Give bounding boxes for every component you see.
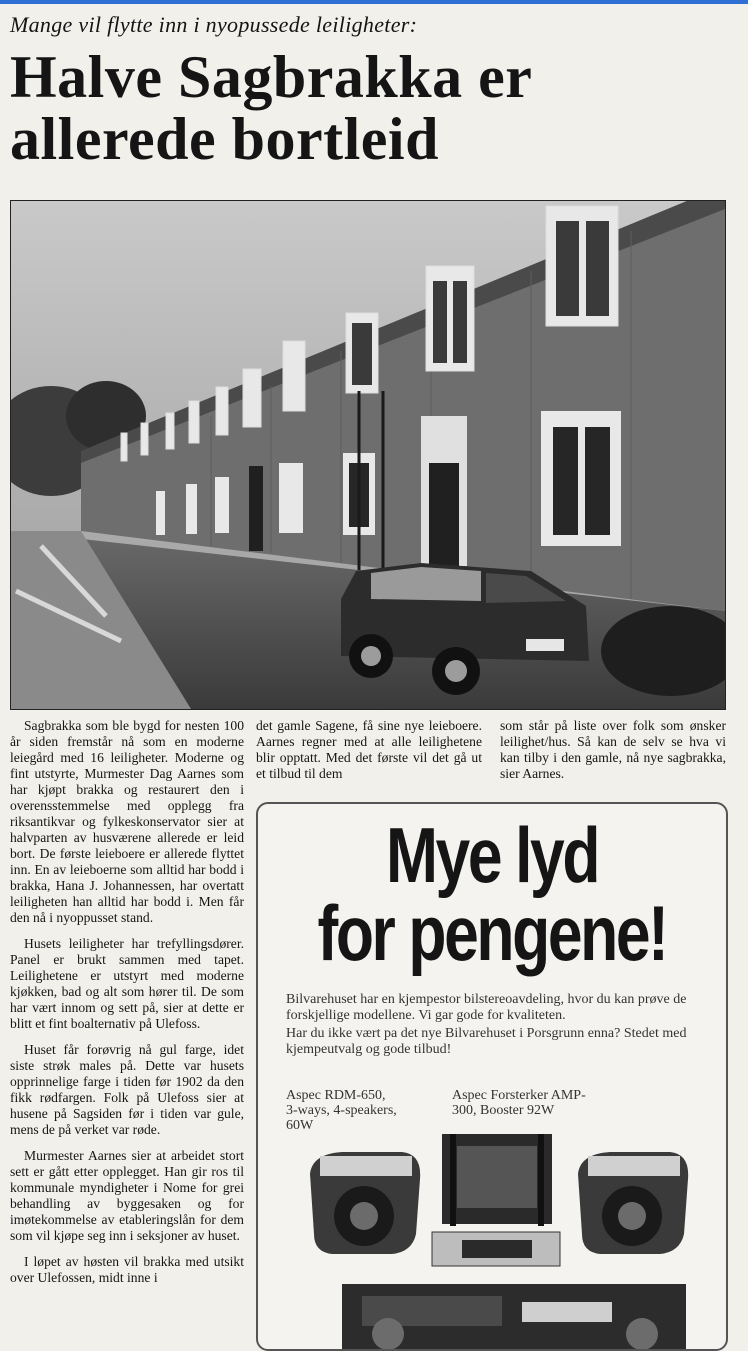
product-1-caption: Aspec RDM-650, 3-ways, 4-speakers, 60W: [286, 1088, 397, 1133]
stereo-products-illustration: [302, 1134, 726, 1349]
top-accent-bar: [0, 0, 748, 4]
advertisement: [256, 802, 728, 1351]
paragraph: det gamle Sagene, få sine nye leieboere. Aarnes regner med at alle leilighetene blir opptatt. Med det første vil det gå ut et tilbud til dem: [256, 718, 482, 781]
article-kicker: Mange vil flytte inn i nyopussede leiligheter:: [10, 12, 418, 37]
article-column-3: [500, 718, 726, 792]
paragraph: Huset får forøvrig nå gul farge, idet siste strøk males på. Dette var husets opprinnelige farge i tiden før 1902 da den fikk rødfargen. Folk på Ulefoss sier at husene på Sagsiden før i tiden var gule, mens de på verket var røde.: [10, 1042, 244, 1137]
paragraph: som står på liste over folk som ønsker leilighet/hus. Så kan de selv se hva vi kan tilby i den gamle, nå nye sagbrakka, sier Aarnes.: [500, 718, 726, 781]
ad-headline: [305, 811, 679, 977]
building-photo: [10, 200, 726, 710]
ad-paragraph: Bilvarehuset har en kjempestor bilstereoavdeling, hvor du kan prøve de forskjellige modellene. Vi gar gode for kvaliteten.: [286, 992, 687, 1023]
paragraph: Husets leiligheter har trefyllingsdører. Panel er brukt sammen med tapet. Leilighetene er utstyrt med moderne kjøkken, bad og alt som hører til. De som har vært innom og sett på, sier at dette er blitt et fint boalternativ på Ulefoss.: [10, 936, 244, 1031]
building-photo-illustration: [11, 201, 725, 709]
headline-line-1: Halve Sagbrakka er: [10, 44, 533, 110]
paragraph: Murmester Aarnes sier at arbeidet stort sett er gått etter opplegget. Han gir ros til kommunale myndigheter i Nome for grei behandling av byggesaken og for imøtekommelse av etableringslån for dem som vil kjøpe seg inn i seksjoner av huset.: [10, 1148, 244, 1243]
ad-headline-line-1: Mye lyd: [385, 811, 599, 899]
paragraph: Sagbrakka som ble bygd for nesten 100 år siden fremstår nå som en moderne leiegård med 16 leiligheter. Moderne og fint utstyrte, Murmester Dag Aarnes som har kjøpt brakka og restaurert den i overensstemmelse med opplegg fra riksantikvar og fylkeskonservator sier at halvparten av husværene allerede er leid bort. De første leieboere er allerede flyttet inn. En av leieboerne som alltid har bodd i brakka, Hana J. Johannessen, har overtatt leiligheten han alltid har bodd i. Men får den nå i nyoppusset stand.: [10, 718, 244, 925]
paragraph: I løpet av høsten vil brakka med utsikt over Ulefossen, midt inne i: [10, 1254, 244, 1285]
article-headline: [10, 46, 740, 170]
article-column-2: [256, 718, 482, 792]
ad-paragraph: Har du ikke vært pa det nye Bilvarehuset i Porsgrunn enna? Stedet med kjempeutvalg og gode tilbud!: [286, 1026, 687, 1057]
headline-line-2: allerede bortleid: [10, 106, 439, 172]
ad-body: [286, 992, 716, 1060]
ad-headline-line-2: for pengene!: [317, 889, 667, 977]
product-2-caption: Aspec Forsterker AMP- 300, Booster 92W: [452, 1088, 586, 1118]
article-column-1: [10, 718, 244, 1296]
